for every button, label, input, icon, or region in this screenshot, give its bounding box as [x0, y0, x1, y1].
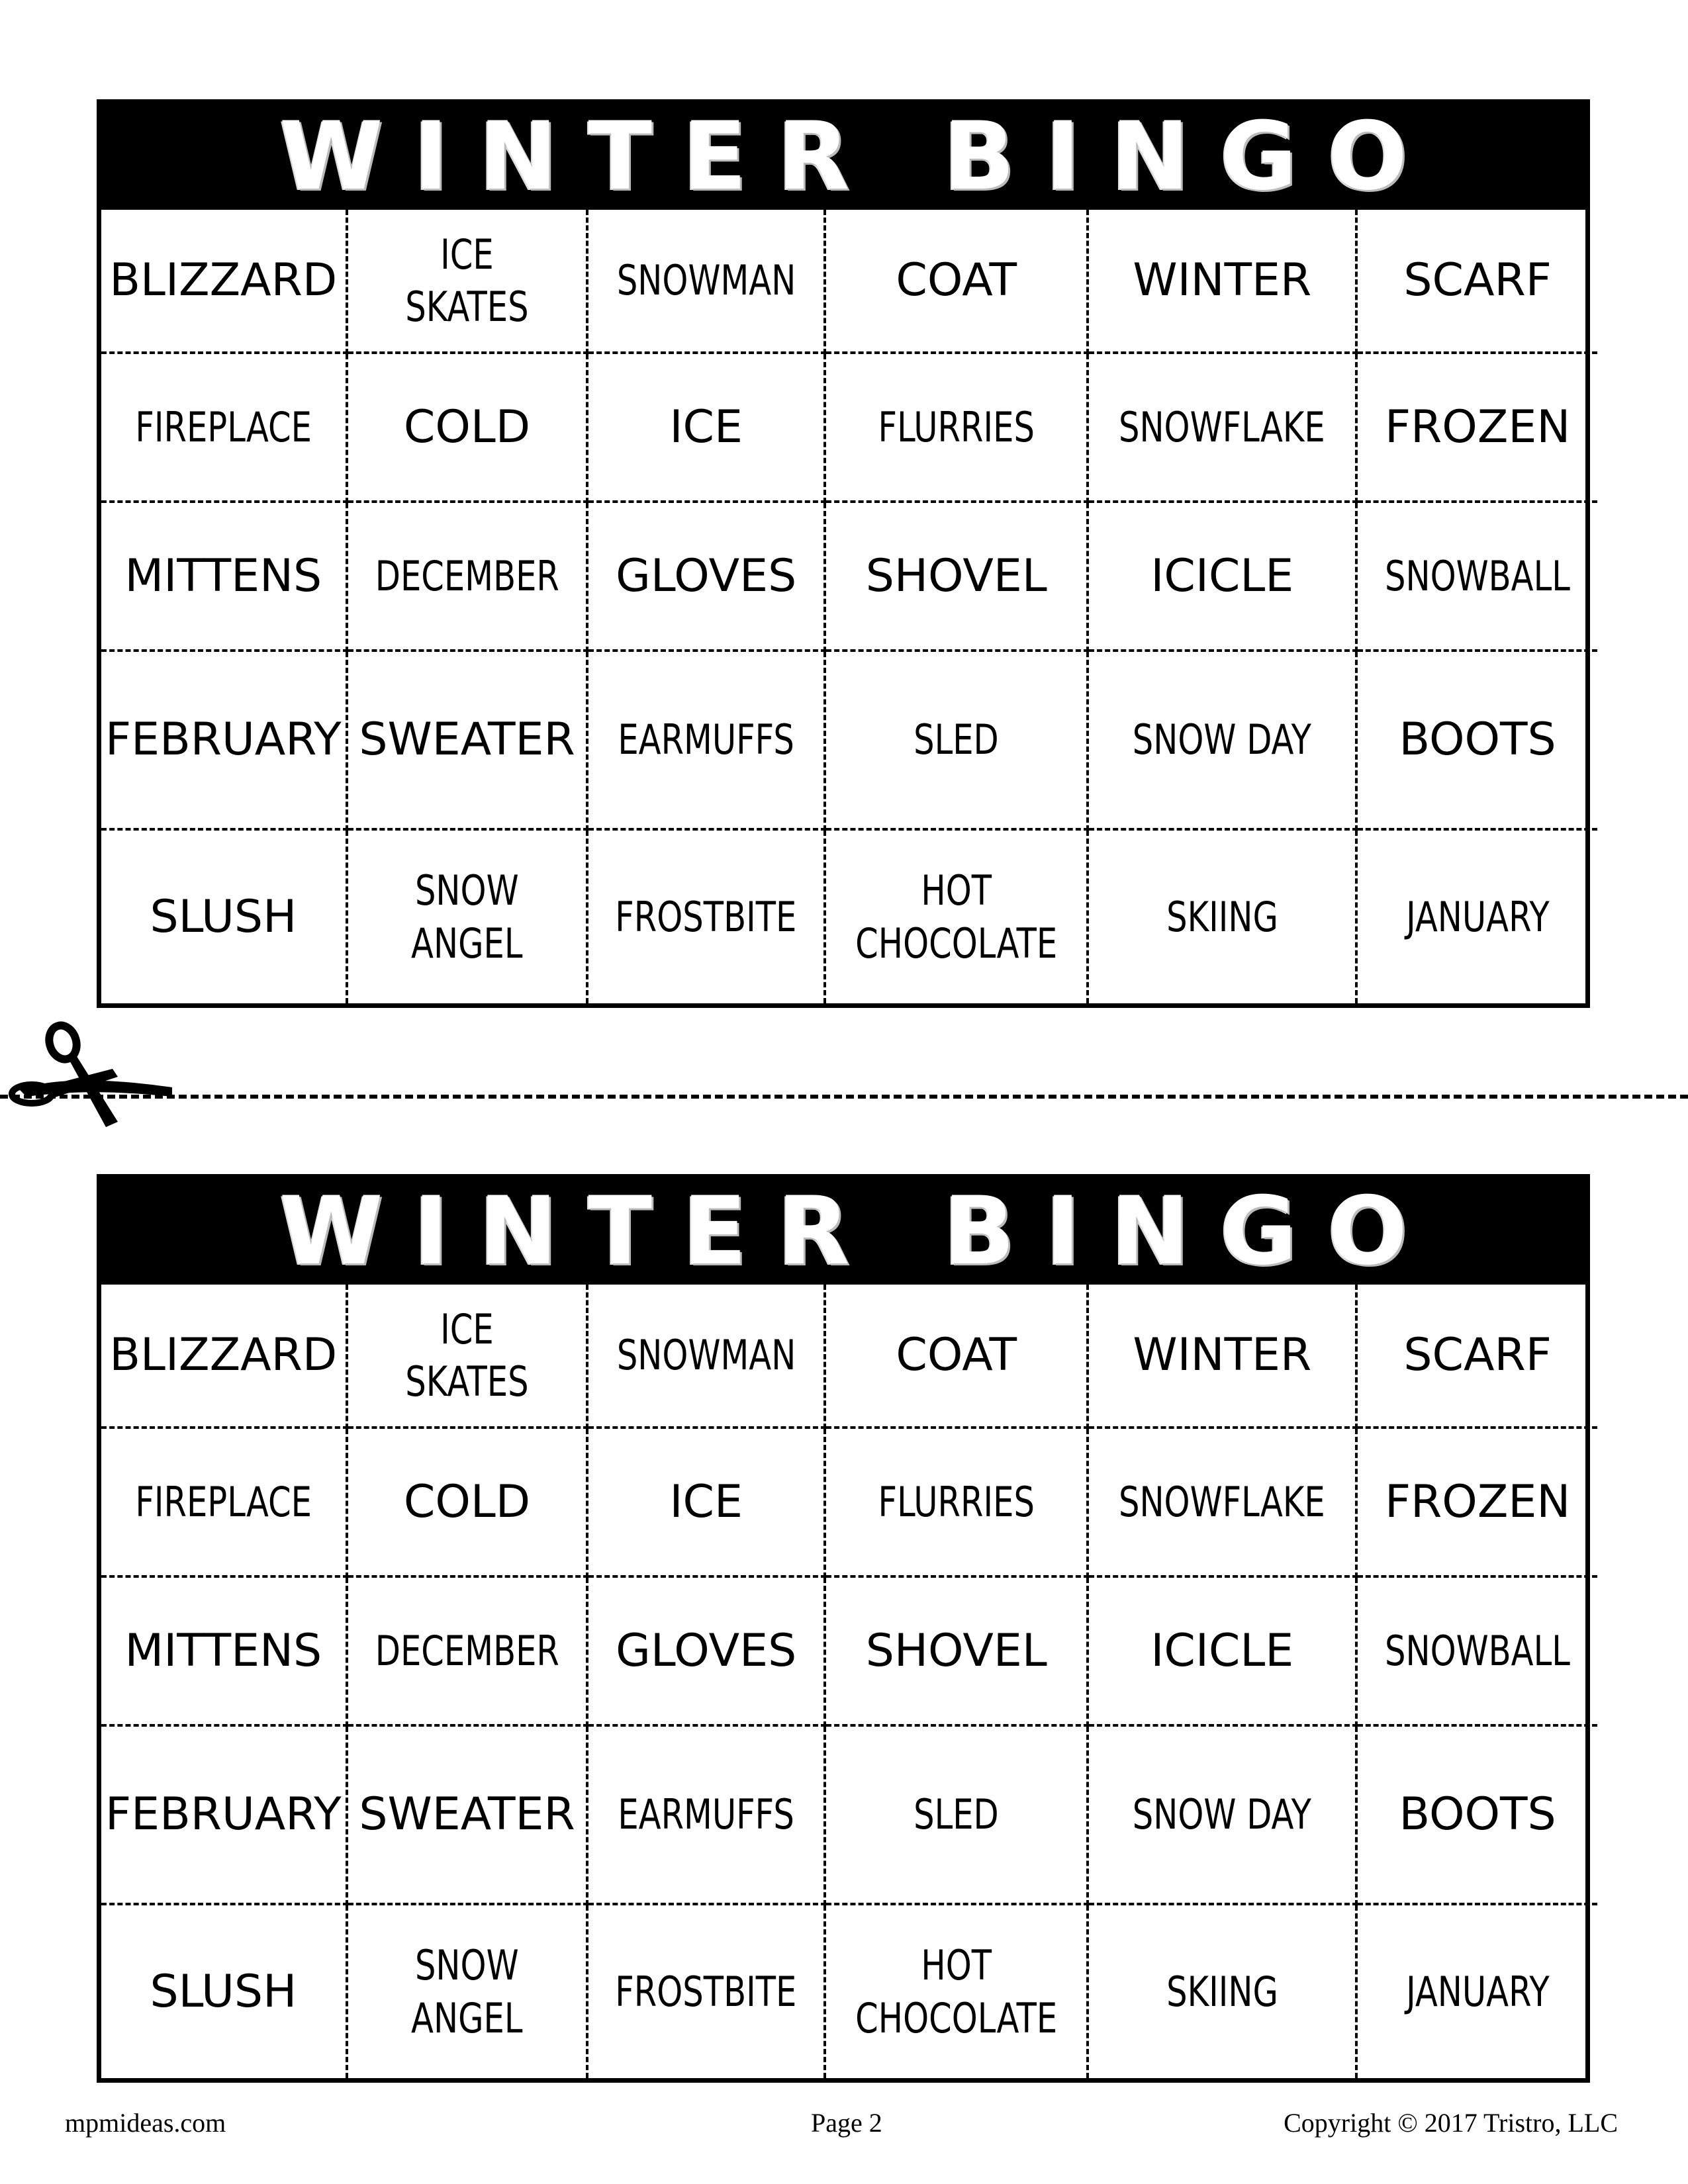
bingo-cell — [826, 1429, 1089, 1578]
bingo-cell-label: SLED — [914, 1790, 1000, 1839]
bingo-cell-label: FROSTBITE — [615, 892, 797, 941]
bingo-cell — [588, 1429, 826, 1578]
bingo-cell — [348, 1578, 589, 1727]
bingo-cell — [588, 652, 826, 831]
bingo-cell — [348, 1429, 589, 1578]
bingo-cell-label: SNOW ANGEL — [411, 1941, 523, 2042]
bingo-cell — [348, 831, 589, 1003]
bingo-cell-label: COAT — [896, 1329, 1017, 1382]
bingo-cell — [348, 1905, 589, 2078]
bingo-cell-label: SKIING — [1166, 892, 1278, 941]
bingo-cell — [1358, 831, 1597, 1003]
bingo-cell-label: SHOVEL — [865, 549, 1047, 602]
bingo-cell-label: SKIING — [1166, 1967, 1278, 2016]
cut-line — [0, 1095, 1688, 1099]
bingo-cell — [1089, 1429, 1358, 1578]
bingo-grid — [101, 1285, 1585, 2078]
bingo-cell-label: BLIZZARD — [109, 1329, 338, 1382]
bingo-cell-label: SNOW ANGEL — [411, 866, 523, 968]
bingo-cell — [588, 210, 826, 354]
bingo-cell-label: FIREPLACE — [135, 1477, 312, 1526]
bingo-cell — [101, 1285, 348, 1429]
bingo-cell-label: SLUSH — [150, 1965, 297, 2018]
bingo-cell — [826, 1578, 1089, 1727]
bingo-cell-label: EARMUFFS — [618, 1790, 794, 1839]
bingo-cell — [1358, 1429, 1597, 1578]
bingo-cell — [101, 503, 348, 652]
bingo-cell-label: WINTER — [1133, 254, 1312, 307]
bingo-cell — [348, 503, 589, 652]
bingo-cell-label: ICE SKATES — [405, 230, 529, 331]
bingo-cell — [1089, 210, 1358, 354]
bingo-cell — [1358, 210, 1597, 354]
bingo-cell — [826, 1285, 1089, 1429]
bingo-cell-label: MITTENS — [124, 549, 322, 602]
bingo-cell-label: SNOW DAY — [1133, 1790, 1312, 1839]
bingo-cell — [101, 831, 348, 1003]
bingo-cell — [826, 1905, 1089, 2078]
bingo-cell — [348, 210, 589, 354]
bingo-cell-label: SCARF — [1403, 254, 1552, 307]
bingo-cell-label: EARMUFFS — [618, 715, 794, 764]
bingo-cell — [348, 652, 589, 831]
bingo-cell-label: GLOVES — [616, 549, 797, 602]
bingo-cell-label: DECEMBER — [375, 1626, 559, 1675]
bingo-cell — [1089, 831, 1358, 1003]
bingo-cell — [101, 1905, 348, 2078]
bingo-cell — [588, 831, 826, 1003]
bingo-cell-label: FROZEN — [1384, 1475, 1571, 1528]
bingo-cell — [1089, 652, 1358, 831]
bingo-cell-label: BOOTS — [1399, 713, 1556, 766]
bingo-card-1 — [97, 99, 1590, 1008]
bingo-cell — [588, 354, 826, 503]
bingo-cell-label: ICICLE — [1150, 549, 1294, 602]
bingo-cell — [1089, 1905, 1358, 2078]
bingo-cell — [1089, 1285, 1358, 1429]
bingo-cell — [1358, 1905, 1597, 2078]
bingo-cell-label: SWEATER — [359, 713, 575, 766]
bingo-cell-label: SCARF — [1403, 1329, 1552, 1382]
bingo-cell-label: GLOVES — [616, 1624, 797, 1677]
bingo-cell — [826, 210, 1089, 354]
bingo-cell — [826, 831, 1089, 1003]
bingo-cell-label: FIREPLACE — [135, 402, 312, 451]
bingo-cell-label: DECEMBER — [375, 551, 559, 600]
bingo-cell-label: SNOWFLAKE — [1119, 402, 1326, 451]
bingo-cell — [1358, 1285, 1597, 1429]
bingo-cell-label: FROZEN — [1384, 400, 1571, 453]
bingo-cell — [1089, 503, 1358, 652]
bingo-cell-label: FEBRUARY — [105, 713, 342, 766]
bingo-cell — [588, 1578, 826, 1727]
footer-copyright: Copyright © 2017 Tristro, LLC — [1284, 2108, 1618, 2138]
bingo-cell-label: ICE — [669, 1475, 743, 1528]
bingo-cell — [1358, 652, 1597, 831]
bingo-cell-label: COLD — [403, 1475, 531, 1528]
bingo-cell — [1358, 1578, 1597, 1727]
bingo-cell-label: FROSTBITE — [615, 1967, 797, 2016]
bingo-cell-label: FLURRIES — [878, 1477, 1035, 1526]
bingo-cell-label: SNOWFLAKE — [1119, 1477, 1326, 1526]
bingo-cell-label: HOT CHOCOLATE — [855, 866, 1058, 968]
bingo-cell — [588, 1285, 826, 1429]
bingo-cell — [826, 503, 1089, 652]
footer-website: mpmideas.com — [65, 2108, 226, 2138]
bingo-cell-label: COAT — [896, 254, 1017, 307]
bingo-cell — [826, 652, 1089, 831]
bingo-cell-label: HOT CHOCOLATE — [855, 1941, 1058, 2042]
bingo-cell-label: JANUARY — [1405, 892, 1550, 941]
card-title: WINTER BINGO — [279, 102, 1438, 211]
bingo-cell — [1089, 354, 1358, 503]
bingo-grid — [101, 210, 1585, 1003]
bingo-cell — [101, 1578, 348, 1727]
bingo-cell — [588, 1727, 826, 1905]
bingo-cell-label: SNOW DAY — [1133, 715, 1312, 764]
bingo-cell-label: BOOTS — [1399, 1788, 1556, 1841]
bingo-cell — [101, 1429, 348, 1578]
bingo-cell — [101, 652, 348, 831]
bingo-cell-label: SNOWBALL — [1385, 1626, 1571, 1675]
bingo-cell-label: SHOVEL — [865, 1624, 1047, 1677]
bingo-cell-label: SLED — [914, 715, 1000, 764]
bingo-cell-label: MITTENS — [124, 1624, 322, 1677]
bingo-cell-label: WINTER — [1133, 1329, 1312, 1382]
bingo-cell — [101, 210, 348, 354]
bingo-cell — [588, 1905, 826, 2078]
bingo-cell-label: JANUARY — [1405, 1967, 1550, 2016]
bingo-cell-label: ICICLE — [1150, 1624, 1294, 1677]
bingo-cell — [348, 354, 589, 503]
bingo-cell-label: COLD — [403, 400, 531, 453]
bingo-cell-label: ICE — [669, 400, 743, 453]
bingo-cell-label: ICE SKATES — [405, 1304, 529, 1406]
bingo-cell — [101, 1727, 348, 1905]
bingo-cell-label: SNOWBALL — [1385, 551, 1571, 600]
bingo-cell — [1358, 503, 1597, 652]
card-header — [101, 1179, 1585, 1285]
bingo-cell-label: SWEATER — [359, 1788, 575, 1841]
bingo-cell — [1089, 1578, 1358, 1727]
bingo-cell-label: FEBRUARY — [105, 1788, 342, 1841]
scissors-icon — [7, 1016, 172, 1128]
bingo-cell — [1089, 1727, 1358, 1905]
bingo-cell — [588, 503, 826, 652]
bingo-card-2 — [97, 1174, 1590, 2083]
bingo-cell — [101, 354, 348, 503]
card-header — [101, 104, 1585, 210]
bingo-cell — [1358, 354, 1597, 503]
footer-page-number: Page 2 — [811, 2108, 882, 2138]
bingo-cell-label: BLIZZARD — [109, 254, 338, 307]
bingo-cell-label: SNOWMAN — [616, 1331, 796, 1380]
bingo-cell — [348, 1285, 589, 1429]
bingo-cell-label: SNOWMAN — [616, 256, 796, 305]
bingo-cell — [826, 1727, 1089, 1905]
bingo-cell-label: SLUSH — [150, 890, 297, 943]
bingo-cell-label: FLURRIES — [878, 402, 1035, 451]
bingo-cell — [348, 1727, 589, 1905]
bingo-cell — [826, 354, 1089, 503]
bingo-cell — [1358, 1727, 1597, 1905]
card-title: WINTER BINGO — [279, 1177, 1438, 1286]
